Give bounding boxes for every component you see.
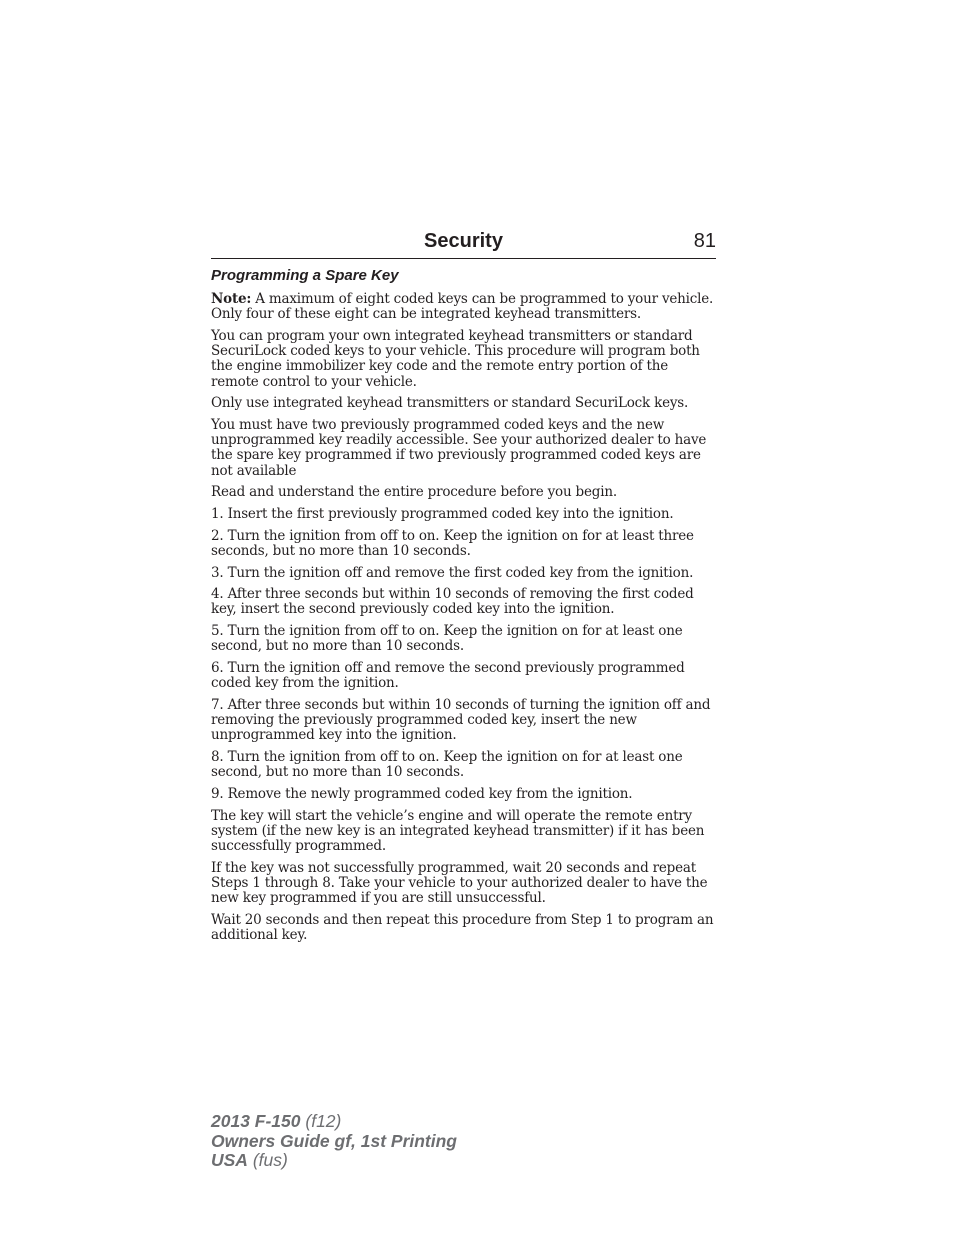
note-paragraph bbox=[211, 292, 719, 322]
footer-market: USA bbox=[211, 1150, 248, 1170]
footer-model-code: (f12) bbox=[300, 1111, 342, 1131]
paragraph: If the key was not successfully programmed, wait 20 seconds and repeat Steps 1 through 8. Take your vehicle to your authorized dealer to have the new key programmed if you are still unsuccessful. bbox=[211, 859, 708, 907]
step-4: 4. After three seconds but within 10 seconds of removing the first coded key, insert the second previously coded key into the ignition. bbox=[211, 586, 694, 618]
paragraph: Only use integrated keyhead transmitters or standard SecuriLock keys. bbox=[211, 395, 689, 412]
note-text: A maximum of eight coded keys can be programmed to your vehicle. Only four of these eight can be integrated keyhead transmitters. bbox=[211, 291, 714, 323]
step-3: 3. Turn the ignition off and remove the first coded key from the ignition. bbox=[211, 564, 694, 581]
step-1: 1. Insert the first previously programmed coded key into the ignition. bbox=[211, 505, 674, 522]
step-5: 5. Turn the ignition from off to on. Keep the ignition on for at least one second, but no more than 10 seconds. bbox=[211, 623, 683, 655]
step-7: 7. After three seconds but within 10 seconds of turning the ignition off and removing the previously programmed coded key, insert the new unprogrammed key into the ignition. bbox=[211, 696, 711, 744]
paragraph: Wait 20 seconds and then repeat this procedure from Step 1 to program an additional key. bbox=[211, 911, 714, 944]
step-6: 6. Turn the ignition off and remove the second previously programmed coded key from the ignition. bbox=[211, 660, 685, 692]
footer-line-2: Owners Guide gf, 1st Printing bbox=[211, 1130, 457, 1151]
subheading: Programming a Spare Key bbox=[211, 267, 399, 284]
page-number: 81 bbox=[693, 230, 716, 252]
page-header bbox=[211, 228, 716, 259]
note-label: Note: bbox=[211, 291, 252, 307]
step-2: 2. Turn the ignition from off to on. Keep the ignition on for at least three seconds, but no more than 10 seconds. bbox=[211, 527, 694, 559]
step-9: 9. Remove the newly programmed coded key from the ignition. bbox=[211, 785, 633, 802]
page-content bbox=[211, 266, 719, 950]
paragraph: You must have two previously programmed coded keys and the new unprogrammed key readily accessible. See your authorized dealer to have the spare key programmed if two previously programmed coded keys are not available bbox=[211, 416, 707, 479]
footer-line-1 bbox=[211, 1112, 457, 1132]
footer-market-code: (fus) bbox=[247, 1150, 288, 1170]
page-footer bbox=[211, 1112, 457, 1171]
step-8: 8. Turn the ignition from off to on. Keep the ignition on for at least one second, but no more than 10 seconds. bbox=[211, 749, 683, 781]
paragraph: Read and understand the entire procedure before you begin. bbox=[211, 484, 617, 501]
paragraph: You can program your own integrated keyhead transmitters or standard SecuriLock coded keys to your vehicle. This procedure will program both the engine immobilizer key code and the remote entry portion of the remote control to your vehicle. bbox=[211, 327, 700, 390]
paragraph: The key will start the vehicle’s engine and will operate the remote entry system (if the new key is an integrated keyhead transmitter) if it has been successfully programmed. bbox=[211, 807, 705, 855]
footer-model: 2013 F-150 bbox=[211, 1111, 301, 1131]
section-title: Security bbox=[424, 230, 503, 252]
footer-line-3 bbox=[211, 1151, 457, 1171]
